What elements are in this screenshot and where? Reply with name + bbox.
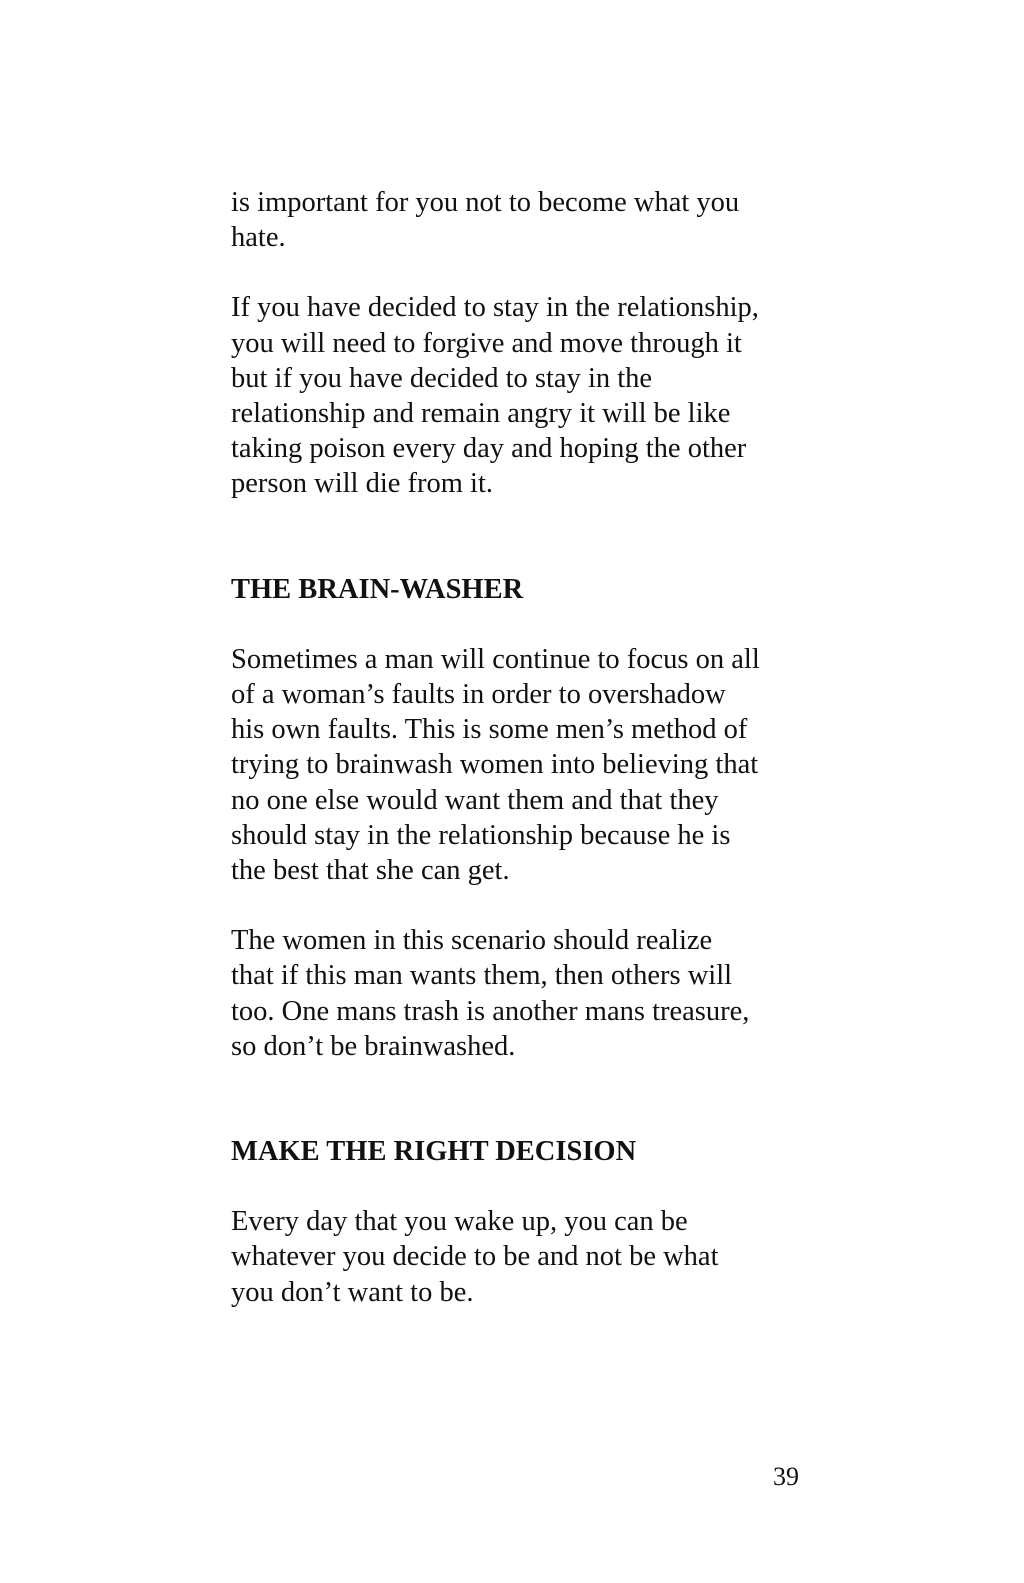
paragraph-every-day <box>231 1204 821 1310</box>
text-line: the best that she can get. <box>231 855 510 887</box>
text-line: hate. <box>231 222 286 254</box>
text-line: you will need to forgive and move through it <box>231 327 742 359</box>
text-line: too. One mans trash is another mans treasure, <box>231 995 750 1027</box>
text-line: is important for you not to become what you <box>231 187 740 218</box>
page-body <box>231 185 821 1310</box>
paragraph-realize <box>231 923 821 1064</box>
section-heading-right-decision: MAKE THE RIGHT DECISION <box>231 1136 637 1168</box>
text-line: should stay in the relationship because he is <box>231 819 731 851</box>
page-number: 39 <box>773 1462 799 1491</box>
text-line: his own faults. This is some men’s method of <box>231 714 748 746</box>
paragraph-forgiveness <box>231 290 821 501</box>
paragraph-continuation <box>231 185 821 255</box>
paragraph-brainwash <box>231 642 821 888</box>
text-line: so don’t be brainwashed. <box>231 1030 516 1062</box>
text-line: whatever you decide to be and not be what <box>231 1241 719 1273</box>
text-line: If you have decided to stay in the relationship, <box>231 292 759 324</box>
text-line: but if you have decided to stay in the <box>231 362 653 394</box>
text-line: taking poison every day and hoping the other <box>231 433 747 465</box>
text-line: trying to brainwash women into believing that <box>231 749 759 781</box>
text-line: of a woman’s faults in order to overshadow <box>231 679 726 711</box>
text-line: Sometimes a man will continue to focus on all <box>231 643 760 675</box>
text-line: Every day that you wake up, you can be <box>231 1206 688 1238</box>
text-line: relationship and remain angry it will be like <box>231 398 731 430</box>
text-line: that if this man wants them, then others will <box>231 960 733 992</box>
text-line: you don’t want to be. <box>231 1276 474 1308</box>
section-heading-brain-washer: THE BRAIN-WASHER <box>231 573 524 605</box>
text-line: no one else would want them and that they <box>231 784 719 816</box>
text-line: The women in this scenario should realize <box>231 925 713 957</box>
text-line: person will die from it. <box>231 468 493 500</box>
